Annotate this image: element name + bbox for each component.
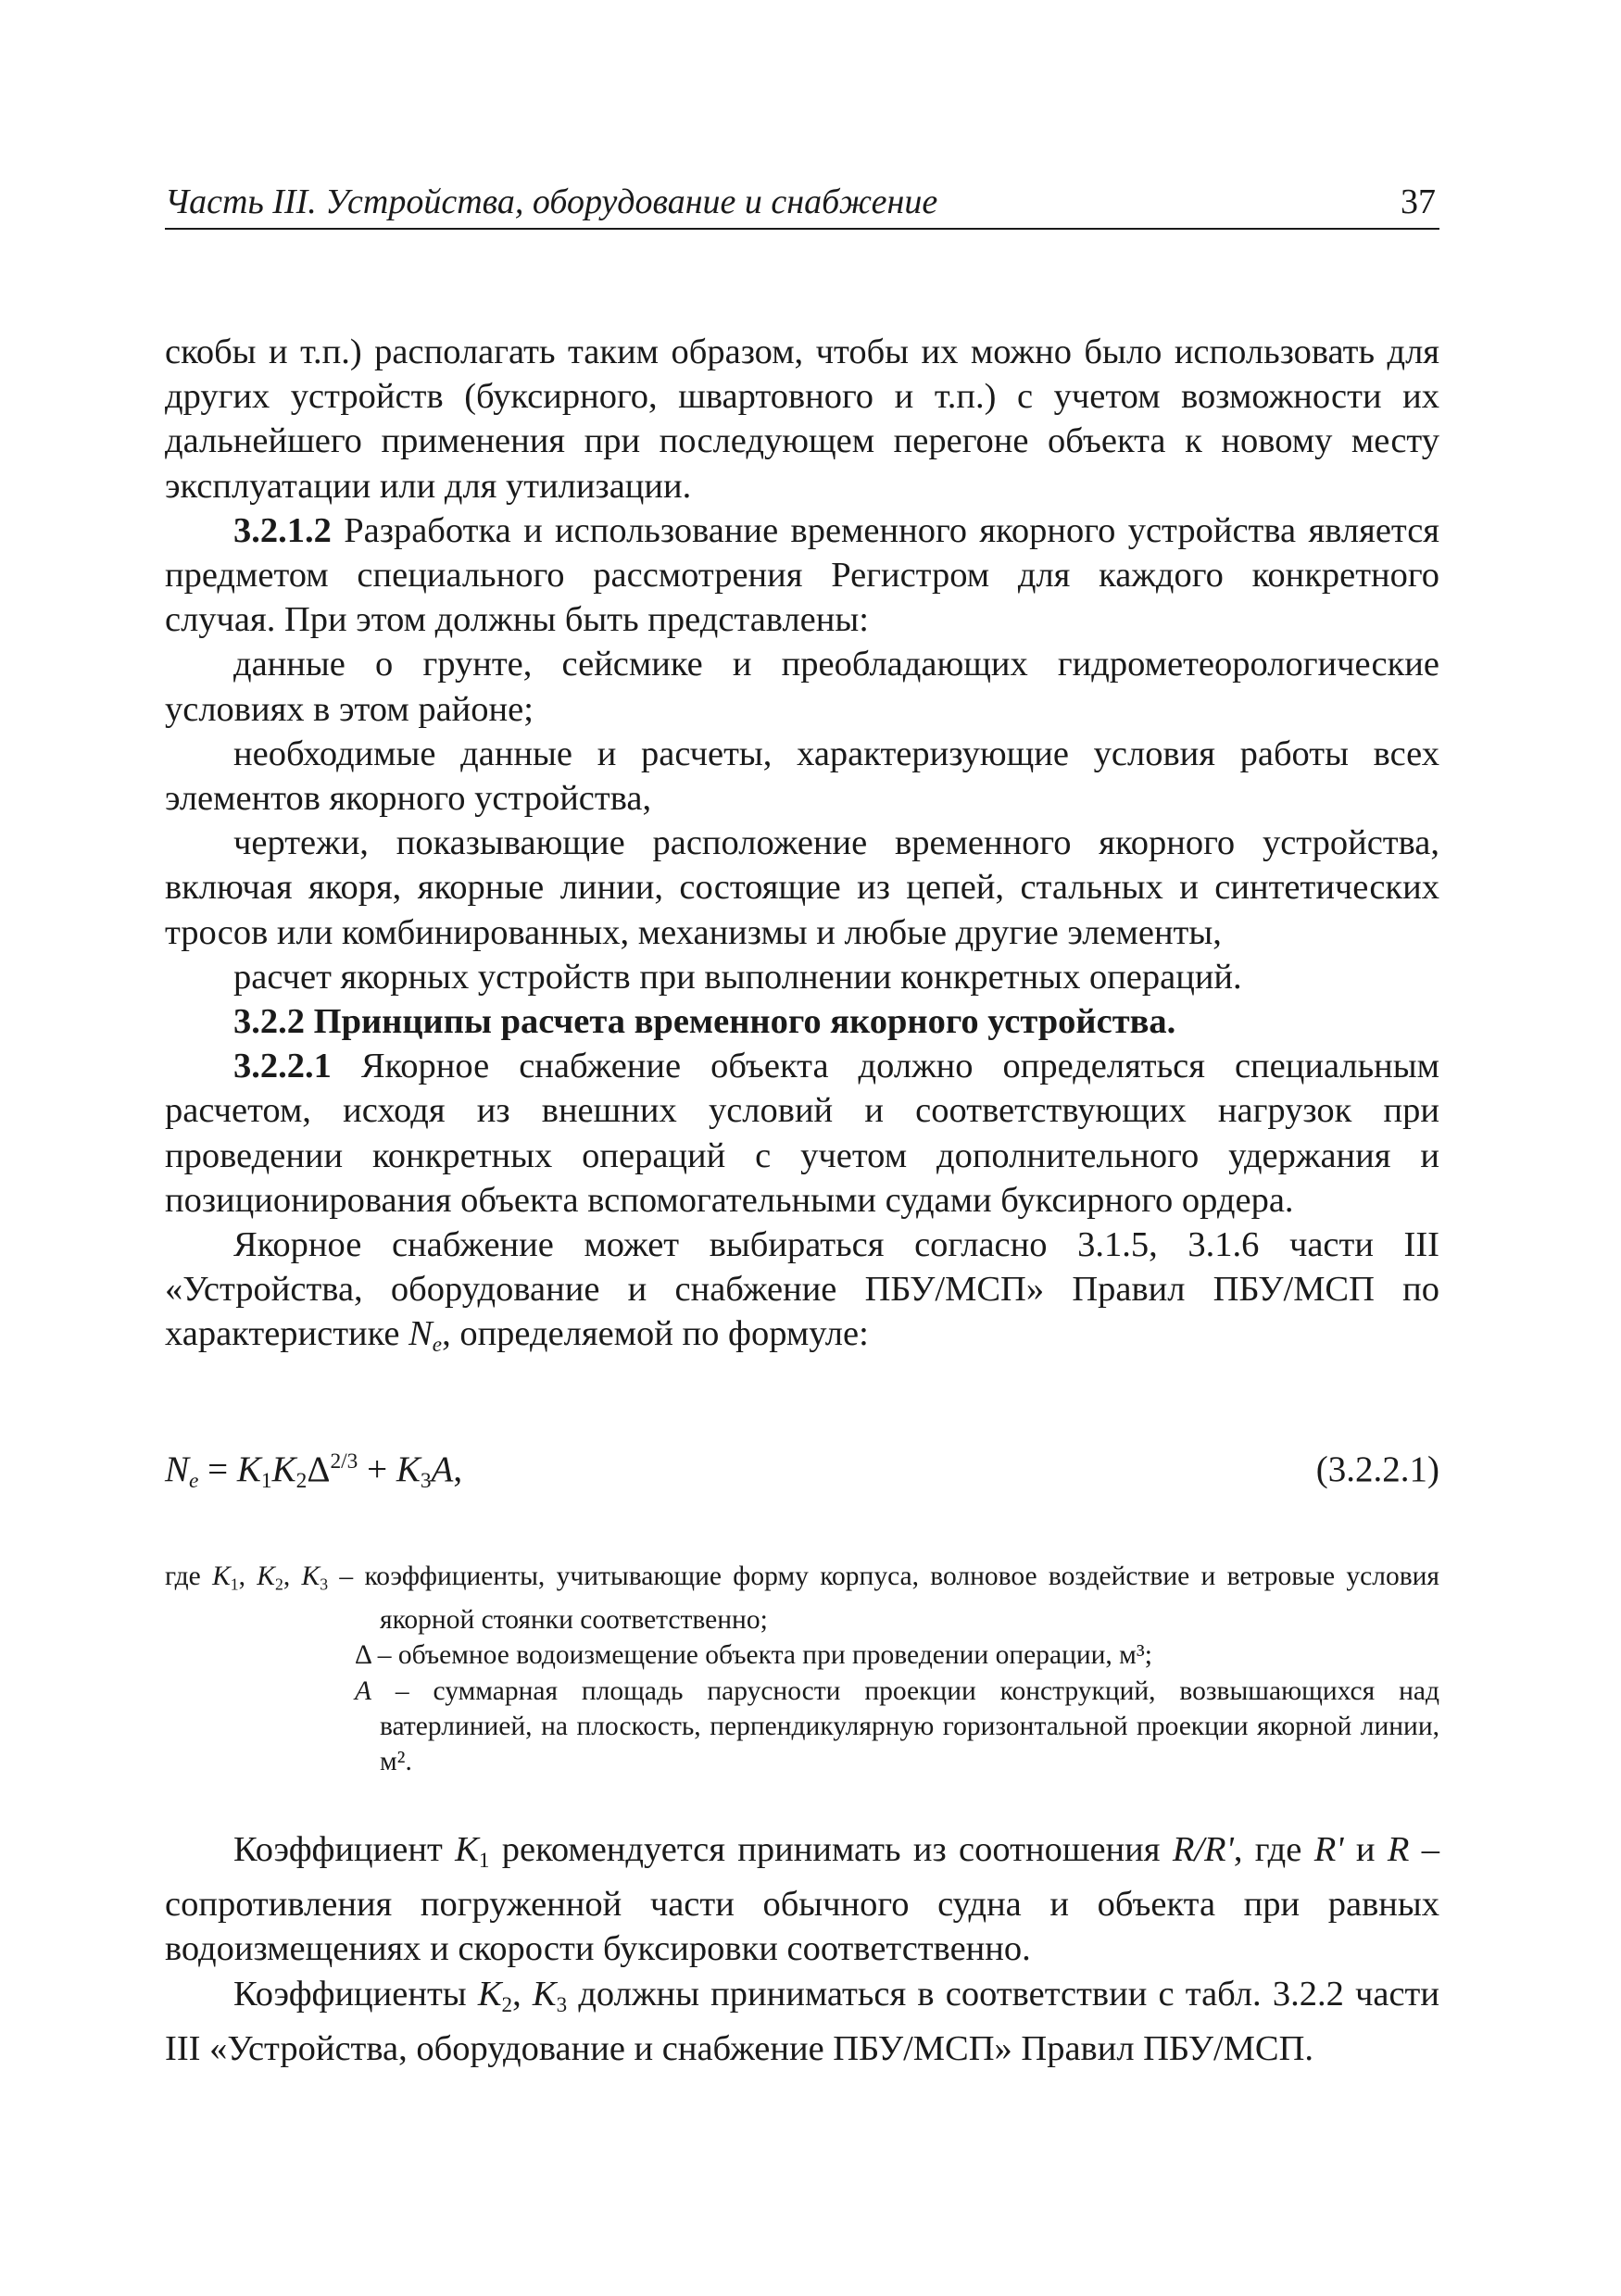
legend-text: – коэффициенты, учитывающие форму корпуса, волновое воздействие и ветровые условия якорной стоянки соответственно; xyxy=(328,1562,1440,1635)
paragraph xyxy=(165,1223,1439,1367)
paragraph-text: Коэффициент xyxy=(233,1830,456,1869)
list-item: данные о грунте, сейсмике и преобладающих гидрометеорологические условиях в этом районе; xyxy=(165,645,1439,729)
main-text xyxy=(165,330,1439,1367)
paragraph-text: Якорное снабжение может выбираться согласно 3.1.5, 3.1.6 части III «Устройства, оборудование и снабжение ПБУ/МСП» Правил ПБУ/МСП по характеристике xyxy=(165,1225,1439,1354)
var-k: K xyxy=(532,1974,557,2014)
paragraph-text: , где xyxy=(1233,1830,1314,1869)
sub-1: 1 xyxy=(230,1575,239,1594)
var-a: А xyxy=(355,1675,372,1706)
legend-row xyxy=(165,1637,1439,1673)
paragraph-text: рекомендуется принимать из соотношения xyxy=(489,1830,1173,1869)
paragraph-text: Коэффициенты xyxy=(233,1974,478,2014)
var-k: K xyxy=(477,1974,502,2014)
legend-row xyxy=(165,1559,1439,1637)
page-number: 37 xyxy=(1401,182,1436,221)
var-k: K xyxy=(301,1562,320,1591)
var-n: N xyxy=(165,1449,190,1489)
clause-number: 3.2.2.1 xyxy=(233,1047,332,1086)
sub-3: 3 xyxy=(420,1469,432,1494)
delta: Δ xyxy=(355,1640,371,1671)
list-item: расчет якорных устройств при выполнении конкретных операций. xyxy=(233,957,1242,997)
plus: + xyxy=(358,1449,396,1489)
formula-number: (3.2.2.1) xyxy=(1315,1449,1439,1489)
var-k: K xyxy=(455,1830,479,1869)
paragraph xyxy=(165,1827,1439,1972)
sub-2: 2 xyxy=(295,1469,308,1494)
sep: , xyxy=(512,1974,533,2014)
legend-lead: где xyxy=(165,1562,213,1591)
paragraph xyxy=(165,1972,1439,2071)
var-k: K xyxy=(212,1562,231,1591)
paragraph-text: Разработка и использование временного якорного устройства является предметом специального рассмотрения Регистром для каждого конкретного случая. При этом должны быть представлены: xyxy=(165,510,1439,640)
sub-3: 3 xyxy=(320,1575,329,1594)
paragraph-text: должны приниматься в соответствии с табл. 3.2.2 части III «Устройства, оборудование и снабжение ПБУ/МСП» Правил ПБУ/МСП. xyxy=(165,1974,1439,2068)
paragraph: скобы и т.п.) располагать таким образом, чтобы их можно было использовать для других устройств (буксирного, швартовного и т.п.) с учетом возможности их дальнейшего применения при последующем перегоне объекта к новому месту эксплуатации или для утилизации. xyxy=(165,332,1439,506)
sub-1: 1 xyxy=(478,1847,490,1872)
comma: , xyxy=(453,1449,463,1489)
legend-text: – объемное водоизмещение объекта при проведении операции, м³; xyxy=(371,1640,1152,1671)
clause-number: 3.2.1.2 xyxy=(233,510,332,550)
paragraph-text: , определяемой по формуле: xyxy=(442,1314,869,1354)
section-heading-text: 3.2.2 Принципы расчета временного якорного устройства. xyxy=(233,1002,1176,1042)
sub-e: e xyxy=(189,1469,199,1494)
var-a: A xyxy=(431,1449,454,1489)
delta: Δ xyxy=(307,1449,331,1489)
paragraph-text: – сопротивления погруженной части обычного судна и объекта при равных водоизмещениях и скорости буксировки соответственно. xyxy=(165,1830,1439,1969)
var-r: R xyxy=(1387,1830,1410,1869)
exponent: 2/3 xyxy=(330,1449,358,1474)
paragraph xyxy=(165,508,1439,643)
running-header xyxy=(165,182,1439,230)
ratio: R/R' xyxy=(1172,1830,1234,1869)
formula-expression xyxy=(165,1449,462,1494)
variable: N xyxy=(408,1314,433,1354)
section-heading xyxy=(165,999,1439,1044)
running-title: Часть III. Устройства, оборудование и снабжение xyxy=(165,182,938,221)
var-k: K xyxy=(257,1562,275,1591)
var-k: K xyxy=(236,1449,261,1489)
formula xyxy=(165,1449,1439,1495)
paragraph-text: Якорное снабжение объекта должно определяться специальным расчетом, исходя из внешних условий и соответствующих нагрузок при проведении конкретных операций с учетом дополнительного удержания и позиционирования объекта вспомогательными судами буксирного ордера. xyxy=(165,1047,1439,1220)
var-k: K xyxy=(271,1449,296,1489)
subscript: e xyxy=(432,1332,443,1357)
list-item: чертежи, показывающие расположение временного якорного устройства, включая якоря, якорные линии, состоящие из цепей, стальных и синтетических тросов или комбинированных, механизмы и любые другие элементы, xyxy=(165,823,1439,952)
equals: = xyxy=(198,1449,237,1489)
legend-text: – суммарная площадь парусности проекции конструкций, возвышающихся над ватерлинией, на плоскость, перпендикулярную горизонтальной проекции якорной линии, м². xyxy=(371,1675,1439,1777)
paragraph xyxy=(165,1044,1439,1223)
formula-legend xyxy=(165,1559,1439,1780)
sub-2: 2 xyxy=(274,1575,283,1594)
main-text-continued xyxy=(165,1827,1439,2071)
list-item: необходимые данные и расчеты, характеризующие условия работы всех элементов якорного устройства, xyxy=(165,734,1439,819)
legend-row xyxy=(165,1674,1439,1780)
sub-1: 1 xyxy=(260,1469,272,1494)
var-k: K xyxy=(396,1449,421,1489)
paragraph-text: и xyxy=(1343,1830,1388,1869)
var-r-prime: R' xyxy=(1313,1830,1344,1869)
sub-3: 3 xyxy=(556,1991,568,2016)
sub-2: 2 xyxy=(501,1991,513,2016)
sep: , xyxy=(283,1562,302,1591)
sep: , xyxy=(238,1562,258,1591)
